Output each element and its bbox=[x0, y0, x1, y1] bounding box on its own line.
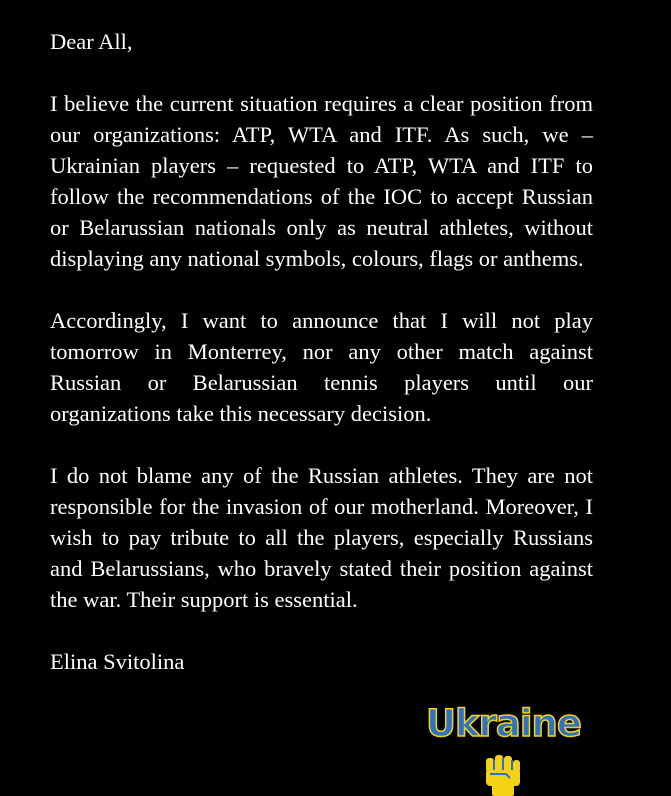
letter-paragraph-3: I do not blame any of the Russian athletes. They are not responsible for the invasion of our motherland. Moreover, I wish to pay tribute to all the players, especially Russians and Belarussians, who bravely stated their position against the war. Their support is essential. bbox=[50, 463, 593, 612]
letter-paragraph-2: Accordingly, I want to announce that I will not play tomorrow in Monterrey, nor any other match against Russian or Belarussian tennis players until our organizations take this necessary decision. bbox=[50, 308, 593, 426]
letter-paragraph-1: I believe the current situation requires a clear position from our organizations: ATP, WTA and ITF. As such, we – Ukrainian players – requested to ATP, WTA and ITF to follow the recommendations of the IOC to accept Russian or Belarussian nationals only as neutral athletes, without displaying any national symbols, colours, flags or anthems. bbox=[50, 91, 593, 271]
letter-body bbox=[50, 26, 593, 677]
ukraine-logo-text: Ukraine bbox=[426, 702, 581, 745]
ukraine-logo bbox=[426, 702, 596, 794]
raised-fist-icon bbox=[476, 752, 530, 796]
letter-greeting: Dear All, bbox=[50, 29, 133, 54]
letter-signature: Elina Svitolina bbox=[50, 649, 185, 674]
